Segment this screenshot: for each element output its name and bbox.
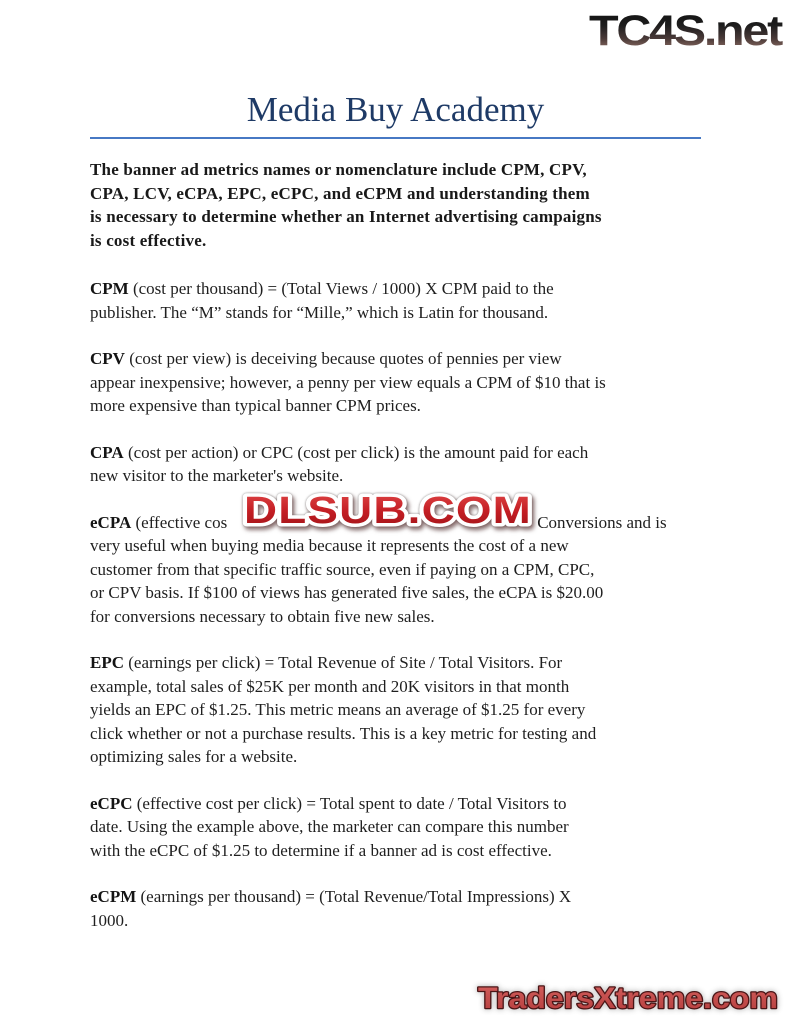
- page-title: Media Buy Academy: [246, 90, 545, 129]
- tc4s-logo-text: TC4S.net: [589, 7, 783, 55]
- paragraph-line: yields an EPC of $1.25. This metric means an average of $1.25 for every: [90, 700, 586, 719]
- intro-line: is cost effective.: [90, 230, 207, 250]
- paragraph-line: EPC (earnings per click) = Total Revenue of Site / Total Visitors. For: [90, 653, 563, 672]
- dlsub-watermark: [234, 484, 542, 539]
- tc4s-logo-graphic: [583, 2, 787, 56]
- paragraph-line: CPA (cost per action) or CPC (cost per click) is the amount paid for each: [90, 442, 589, 462]
- paragraph-line: 1000.: [90, 910, 129, 930]
- paragraph-cpa: [90, 441, 712, 488]
- paragraph-line: for conversions necessary to obtain five new sales.: [90, 606, 435, 626]
- paragraph-line: very useful when buying media because it represents the cost of a new: [90, 536, 569, 555]
- intro-paragraph: [90, 158, 712, 252]
- metric-term: EPC: [90, 653, 124, 672]
- paragraph-cpv: [90, 347, 712, 418]
- paragraph-ecpm: [90, 885, 712, 932]
- paragraph-line: publisher. The “M” stands for “Mille,” which is Latin for thousand.: [90, 302, 549, 322]
- dlsub-watermark-graphic: [234, 484, 542, 534]
- title-divider: [90, 137, 701, 139]
- paragraph-epc: [90, 651, 712, 769]
- paragraph-line: example, total sales of $25K per month and 20K visitors in that month: [90, 676, 570, 696]
- paragraph-line: or CPV basis. If $100 of views has generated five sales, the eCPA is $20.00: [90, 583, 604, 602]
- paragraph-line: CPM (cost per thousand) = (Total Views / 1000) X CPM paid to the: [90, 279, 554, 298]
- tradersxtreme-watermark-graphic: [472, 974, 784, 1020]
- paragraph-line: more expensive than typical banner CPM prices.: [90, 396, 421, 415]
- dlsub-watermark-text: DLSUB.COM: [244, 490, 532, 532]
- paragraph-cpm: [90, 277, 712, 324]
- metric-term: eCPC: [90, 793, 133, 813]
- metric-term: CPV: [90, 349, 125, 368]
- metric-term: CPA: [90, 442, 124, 462]
- article-body: [90, 158, 712, 955]
- intro-line: is necessary to determine whether an Internet advertising campaigns: [90, 207, 602, 226]
- paragraph-line: appear inexpensive; however, a penny per view equals a CPM of $10 that is: [90, 372, 606, 392]
- paragraph-line: CPV (cost per view) is deceiving because quotes of pennies per view: [90, 349, 562, 368]
- metric-paragraphs: [90, 277, 712, 932]
- paragraph-line: click whether or not a purchase results. This is a key metric for testing and: [90, 723, 597, 743]
- paragraph-line: eCPC (effective cost per click) = Total spent to date / Total Visitors to: [90, 793, 567, 813]
- tradersxtreme-watermark-text: TradersXtreme.com: [478, 982, 778, 1015]
- paragraph-line: new visitor to the marketer's website.: [90, 466, 344, 485]
- paragraph-line: customer from that specific traffic source, even if paying on a CPM, CPC,: [90, 559, 595, 579]
- paragraph-line: date. Using the example above, the marketer can compare this number: [90, 817, 569, 836]
- metric-term: eCPM: [90, 887, 137, 906]
- metric-term: eCPA: [90, 512, 132, 532]
- tc4s-logo: [583, 2, 787, 61]
- paragraph-ecpc: [90, 792, 712, 863]
- intro-line: CPA, LCV, eCPA, EPC, eCPC, and eCPM and understanding them: [90, 183, 590, 203]
- tradersxtreme-watermark: [472, 974, 784, 1024]
- intro-line: The banner ad metrics names or nomenclature include CPM, CPV,: [90, 160, 587, 179]
- paragraph-line: optimizing sales for a website.: [90, 747, 298, 766]
- paragraph-line: with the eCPC of $1.25 to determine if a banner ad is cost effective.: [90, 840, 552, 860]
- metric-term: CPM: [90, 279, 129, 298]
- paragraph-line: eCPA (effective cos Conversions and is: [90, 512, 667, 532]
- paragraph-line: eCPM (earnings per thousand) = (Total Revenue/Total Impressions) X: [90, 887, 572, 906]
